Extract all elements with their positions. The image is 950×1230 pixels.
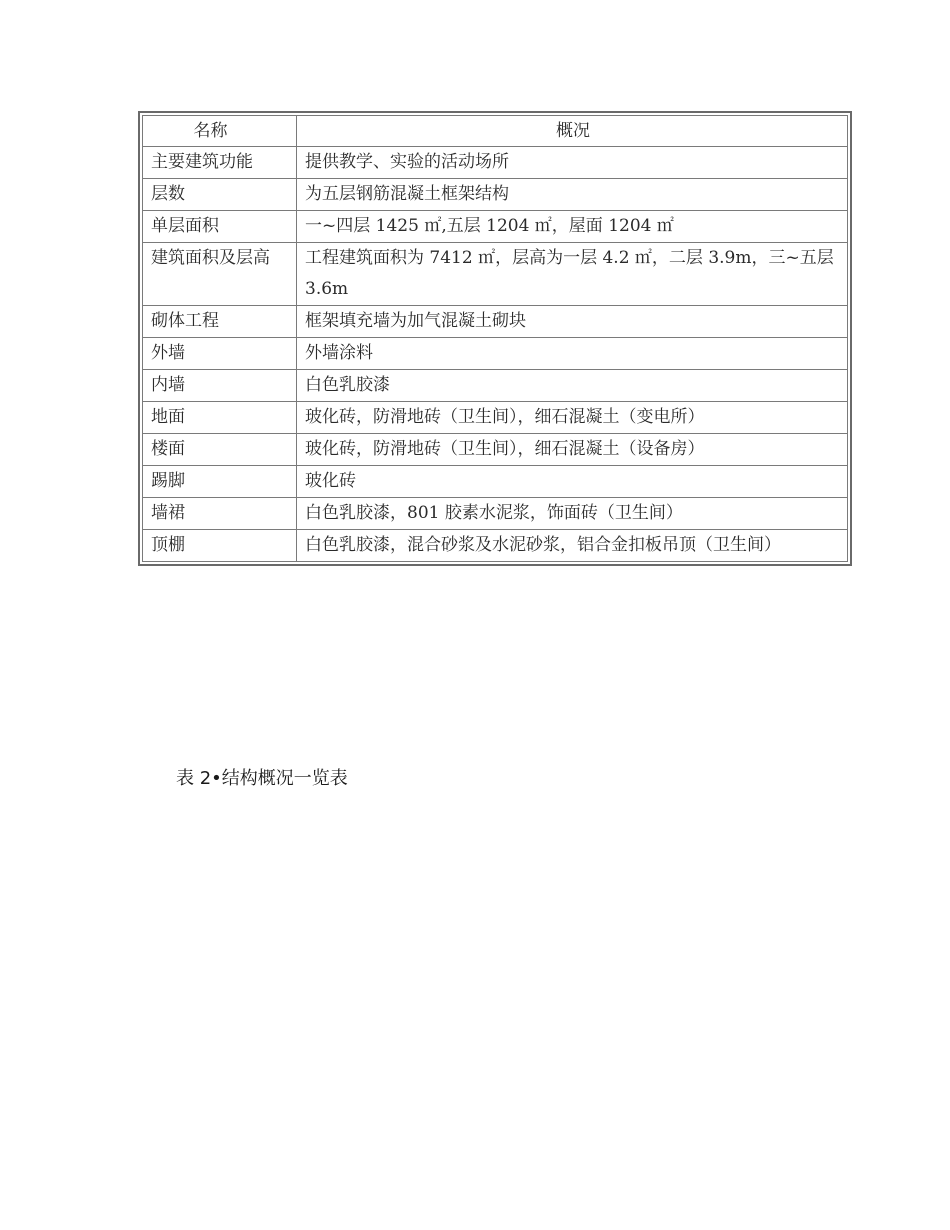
row-value-cell: 框架填充墙为加气混凝土砌块 [297,306,848,338]
row-name-cell: 楼面 [143,434,297,466]
table-header-row [143,116,848,147]
row-value-cell: 提供教学、实验的活动场所 [297,147,848,179]
table-row [143,402,848,434]
table-caption: 表 2•结构概况一览表 [176,768,348,789]
row-name-cell: 主要建筑功能 [143,147,297,179]
row-value-cell: 外墙涂料 [297,338,848,370]
table-row [143,466,848,498]
row-value-cell: 白色乳胶漆，801 胶素水泥浆，饰面砖（卫生间） [297,498,848,530]
overview-table-frame [138,111,852,566]
row-value-cell: 为五层钢筋混凝土框架结构 [297,179,848,211]
table-row [143,434,848,466]
row-name-cell: 单层面积 [143,211,297,243]
header-name-cell: 名称 [143,116,297,147]
row-value-cell: 白色乳胶漆，混合砂浆及水泥砂浆，铝合金扣板吊顶（卫生间） [297,530,848,562]
table-row [143,498,848,530]
row-name-cell: 外墙 [143,338,297,370]
header-overview-cell: 概况 [297,116,848,147]
table-row [143,306,848,338]
row-name-cell: 踢脚 [143,466,297,498]
row-name-cell: 内墙 [143,370,297,402]
row-value-cell: 玻化砖，防滑地砖（卫生间），细石混凝土（设备房） [297,434,848,466]
table-row [143,179,848,211]
row-name-cell: 顶棚 [143,530,297,562]
table-row [143,211,848,243]
row-name-cell: 墙裙 [143,498,297,530]
row-name-cell: 砌体工程 [143,306,297,338]
row-value-cell: 玻化砖，防滑地砖（卫生间），细石混凝土（变电所） [297,402,848,434]
row-value-cell: 工程建筑面积为 7412 ㎡，层高为一层 4.2 ㎡，二层 3.9m，三~五层 3.6m [297,243,848,306]
table-row [143,370,848,402]
building-overview-table [142,115,848,562]
row-name-cell: 地面 [143,402,297,434]
row-value-cell: 玻化砖 [297,466,848,498]
row-name-cell: 层数 [143,179,297,211]
table-row [143,243,848,306]
row-value-cell: 一~四层 1425 ㎡,五层 1204 ㎡，屋面 1204 ㎡ [297,211,848,243]
table-row [143,338,848,370]
table-row [143,147,848,179]
table-row [143,530,848,562]
row-value-cell: 白色乳胶漆 [297,370,848,402]
row-name-cell: 建筑面积及层高 [143,243,297,306]
